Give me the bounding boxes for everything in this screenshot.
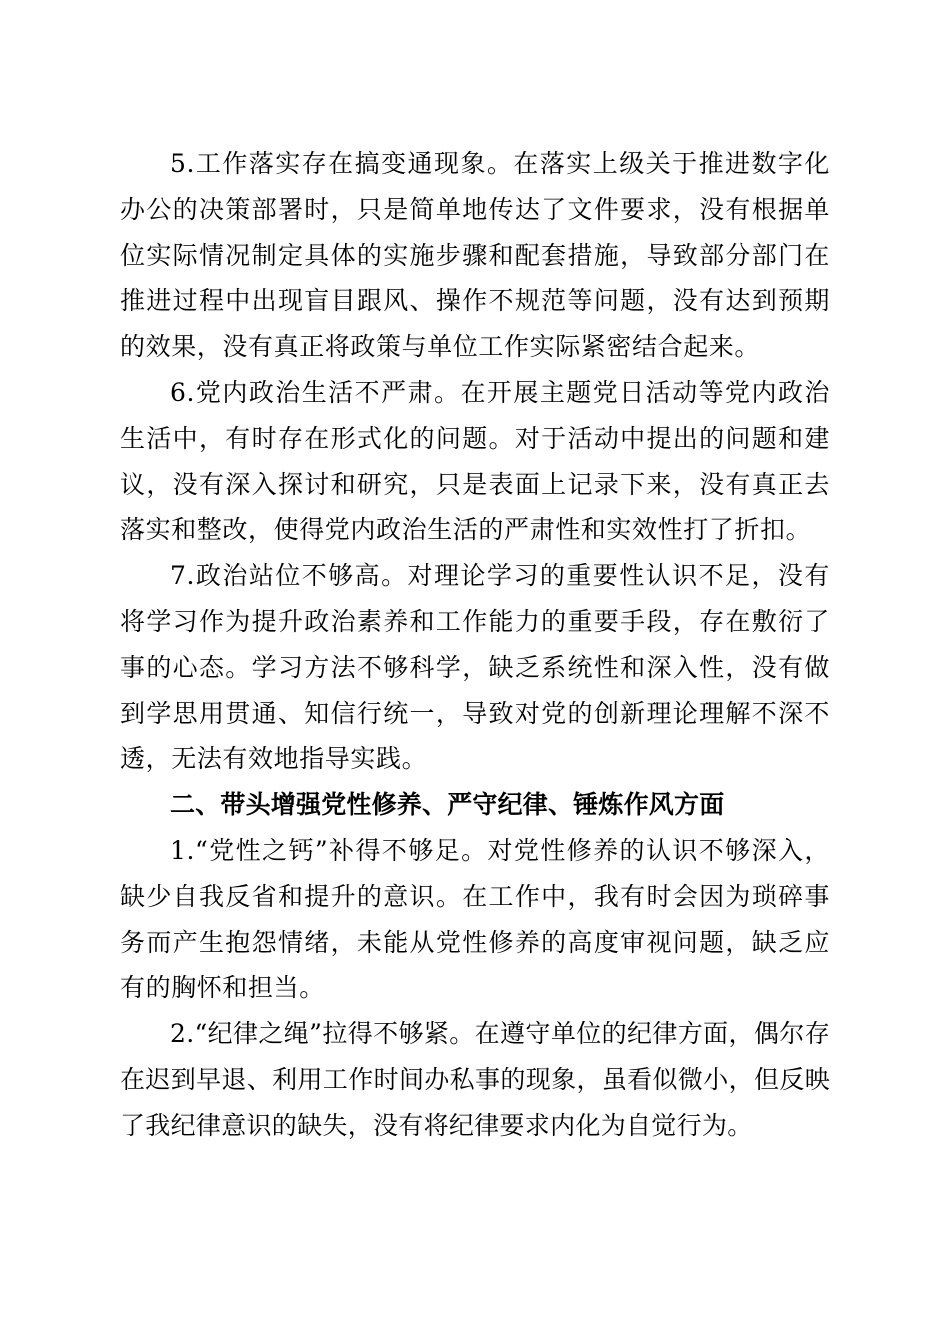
paragraph-item-5: 5.工作落实存在搞变通现象。在落实上级关于推进数字化办公的决策部署时，只是简单地传达了文件要求，没有根据单位实际情况制定具体的实施步骤和配套措施，导致部分部门在推进过程中出现盲目跟风、操作不规范等问题，没有达到预期的效果，没有真正将政策与单位工作实际紧密结合起来。 xyxy=(120,149,830,362)
section-heading: 二、带头增强党性修养、严守纪律、锤炼作风方面 xyxy=(170,790,725,820)
paragraph-item-7: 7.政治站位不够高。对理论学习的重要性认识不足，没有将学习作为提升政治素养和工作能力的重要手段，存在敷衍了事的心态。学习方法不够科学，缺乏系统性和深入性，没有做到学思用贯通、知信行统一，导致对党的创新理论理解不深不透，无法有效地指导实践。 xyxy=(120,561,830,774)
paragraph-item-6: 6.党内政治生活不严肃。在开展主题党日活动等党内政治生活中，有时存在形式化的问题。对于活动中提出的问题和建议，没有深入探讨和研究，只是表面上记录下来，没有真正去落实和整改，使得党内政治生活的严肃性和实效性打了折扣。 xyxy=(120,377,830,545)
document-body xyxy=(120,141,830,1149)
paragraph-section2-item-2: 2.“纪律之绳”拉得不够紧。在遵守单位的纪律方面，偶尔存在迟到早退、利用工作时间办私事的现象，虽看似微小，但反映了我纪律意识的缺失，没有将纪律要求内化为自觉行为。 xyxy=(120,1019,830,1140)
paragraph-section2-item-1: 1.“党性之钙”补得不够足。对党性修养的认识不够深入，缺少自我反省和提升的意识。在工作中，我有时会因为琐碎事务而产生抱怨情绪，未能从党性修养的高度审视问题，缺乏应有的胸怀和担当。 xyxy=(120,835,830,1003)
